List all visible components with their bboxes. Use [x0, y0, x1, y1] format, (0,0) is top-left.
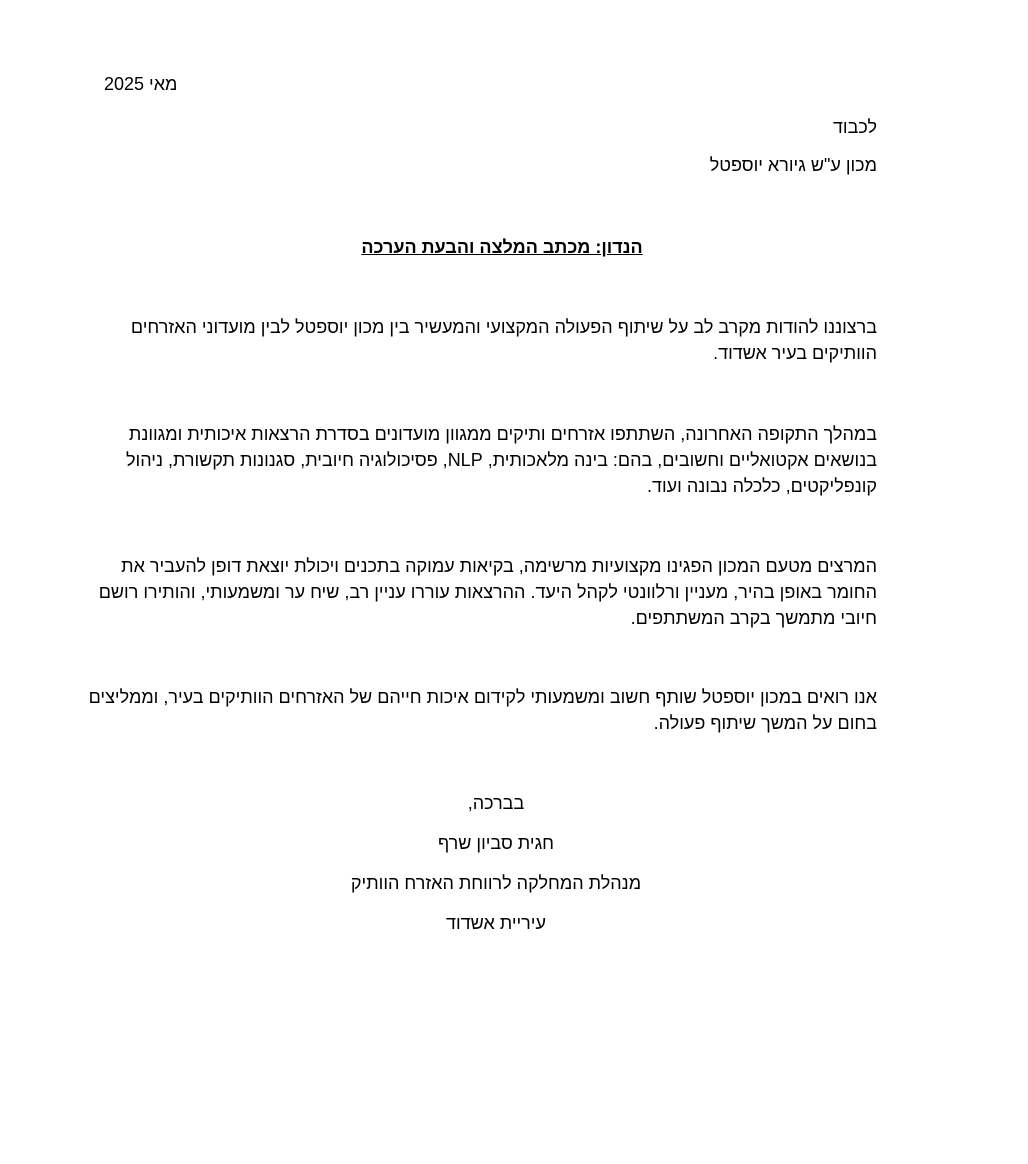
- body-paragraph-4: אנו רואים במכון יוספטל שותף חשוב ומשמעותי לקידום איכות חייהם של האזרחים הוותיקים בעיר, וממליצים בחום על המשך שיתוף פעולה.: [88, 687, 877, 733]
- signer-organization: עיריית אשדוד: [446, 913, 546, 933]
- signoff-block: [0, 792, 1028, 952]
- letter-subject: הנדון: מכתב המלצה והבעת הערכה: [361, 237, 643, 257]
- signer-title: מנהלת המחלקה לרווחת האזרח הוותיק: [350, 873, 642, 893]
- body-paragraph-3: המרצים מטעם המכון הפגינו מקצועיות מרשימה, בקיאות עמוקה בתכנים ויכולת יוצאת דופן להעביר את החומר באופן בהיר, מעניין ורלוונטי לקהל היעד. ההרצאות עוררו עניין רב, שיח ער ומשמעותי, והותירו רושם חיובי מתמשך בקרב המשתתפים.: [98, 556, 877, 628]
- recipient-institute: מכון ע"ש גיורא יוספטל: [709, 155, 877, 175]
- signoff-closing: בברכה,: [467, 793, 525, 813]
- letter-date: מאי 2025: [104, 74, 178, 94]
- recipient-salutation: לכבוד: [832, 117, 877, 137]
- signer-name: חגית סביון שרף: [437, 833, 555, 853]
- body-paragraph-1: ברצוננו להודות מקרב לב על שיתוף הפעולה המקצועי והמעשיר בין מכון יוספטל לבין מועדוני האזרחים הוותיקים בעיר אשדוד.: [130, 317, 877, 363]
- body-paragraph-2: במהלך התקופה האחרונה, השתתפו אזרחים ותיקים ממגוון מועדונים בסדרת הרצאות איכותית ומגוונת בנושאים אקטואליים וחשובים, בהם: בינה מלאכותית, NLP, פסיכולוגיה חיובית, סגנונות תקשורת, ניהול קונפליקטים, כלכלה נבונה ועוד.: [126, 424, 877, 496]
- recipient-block: [710, 116, 877, 176]
